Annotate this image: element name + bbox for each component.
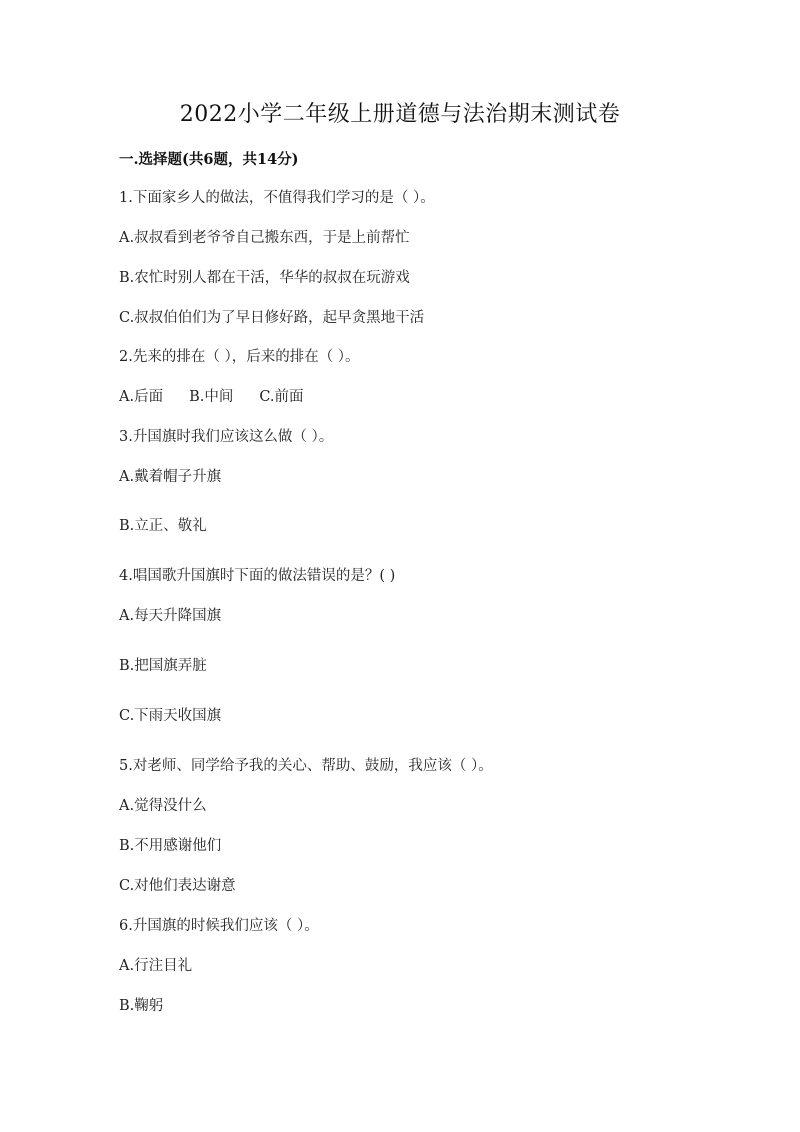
question-2-option-b: B.中间 [189, 389, 234, 405]
question-6-stem: 6.升国旗的时候我们应该（ ）。 [119, 918, 319, 934]
question-1-option-a: A.叔叔看到老爷爷自己搬东西，于是上前帮忙 [119, 230, 410, 246]
question-2-option-a: A.后面 [119, 389, 164, 405]
question-3-option-a: A.戴着帽子升旗 [119, 469, 222, 485]
question-6-option-b: B.鞠躬 [119, 998, 164, 1014]
question-4-option-b: B.把国旗弄脏 [119, 658, 207, 674]
question-4-option-c: C.下雨天收国旗 [119, 708, 222, 724]
section-heading: 一.选择题(共6题，共14分) [119, 151, 299, 168]
question-3-option-b: B.立正、敬礼 [119, 518, 207, 534]
question-5-option-c: C.对他们表达谢意 [119, 878, 236, 894]
question-5-stem: 5.对老师、同学给予我的关心、帮助、鼓励，我应该（ ）。 [119, 758, 493, 774]
question-3-stem: 3.升国旗时我们应该这么做（ ）。 [119, 429, 334, 445]
question-1-option-c: C.叔叔伯伯们为了早日修好路，起早贪黑地干活 [119, 310, 425, 326]
question-5-option-a: A.觉得没什么 [119, 798, 207, 814]
question-4-option-a: A.每天升降国旗 [119, 608, 222, 624]
question-4-stem: 4.唱国歌升国旗时下面的做法错误的是？( ) [119, 568, 396, 584]
question-6-option-a: A.行注目礼 [119, 958, 193, 974]
page-title: 2022小学二年级上册道德与法治期末测试卷 [179, 102, 621, 127]
question-2-option-c: C.前面 [259, 389, 304, 405]
question-1-stem: 1.下面家乡人的做法，不值得我们学习的是（ ）。 [119, 190, 435, 206]
question-1-option-b: B.农忙时别人都在干活，华华的叔叔在玩游戏 [119, 270, 410, 286]
question-2-options [119, 387, 330, 407]
question-2-stem: 2.先来的排在（ ），后来的排在（ ）。 [119, 349, 360, 365]
question-5-option-b: B.不用感谢他们 [119, 838, 222, 854]
